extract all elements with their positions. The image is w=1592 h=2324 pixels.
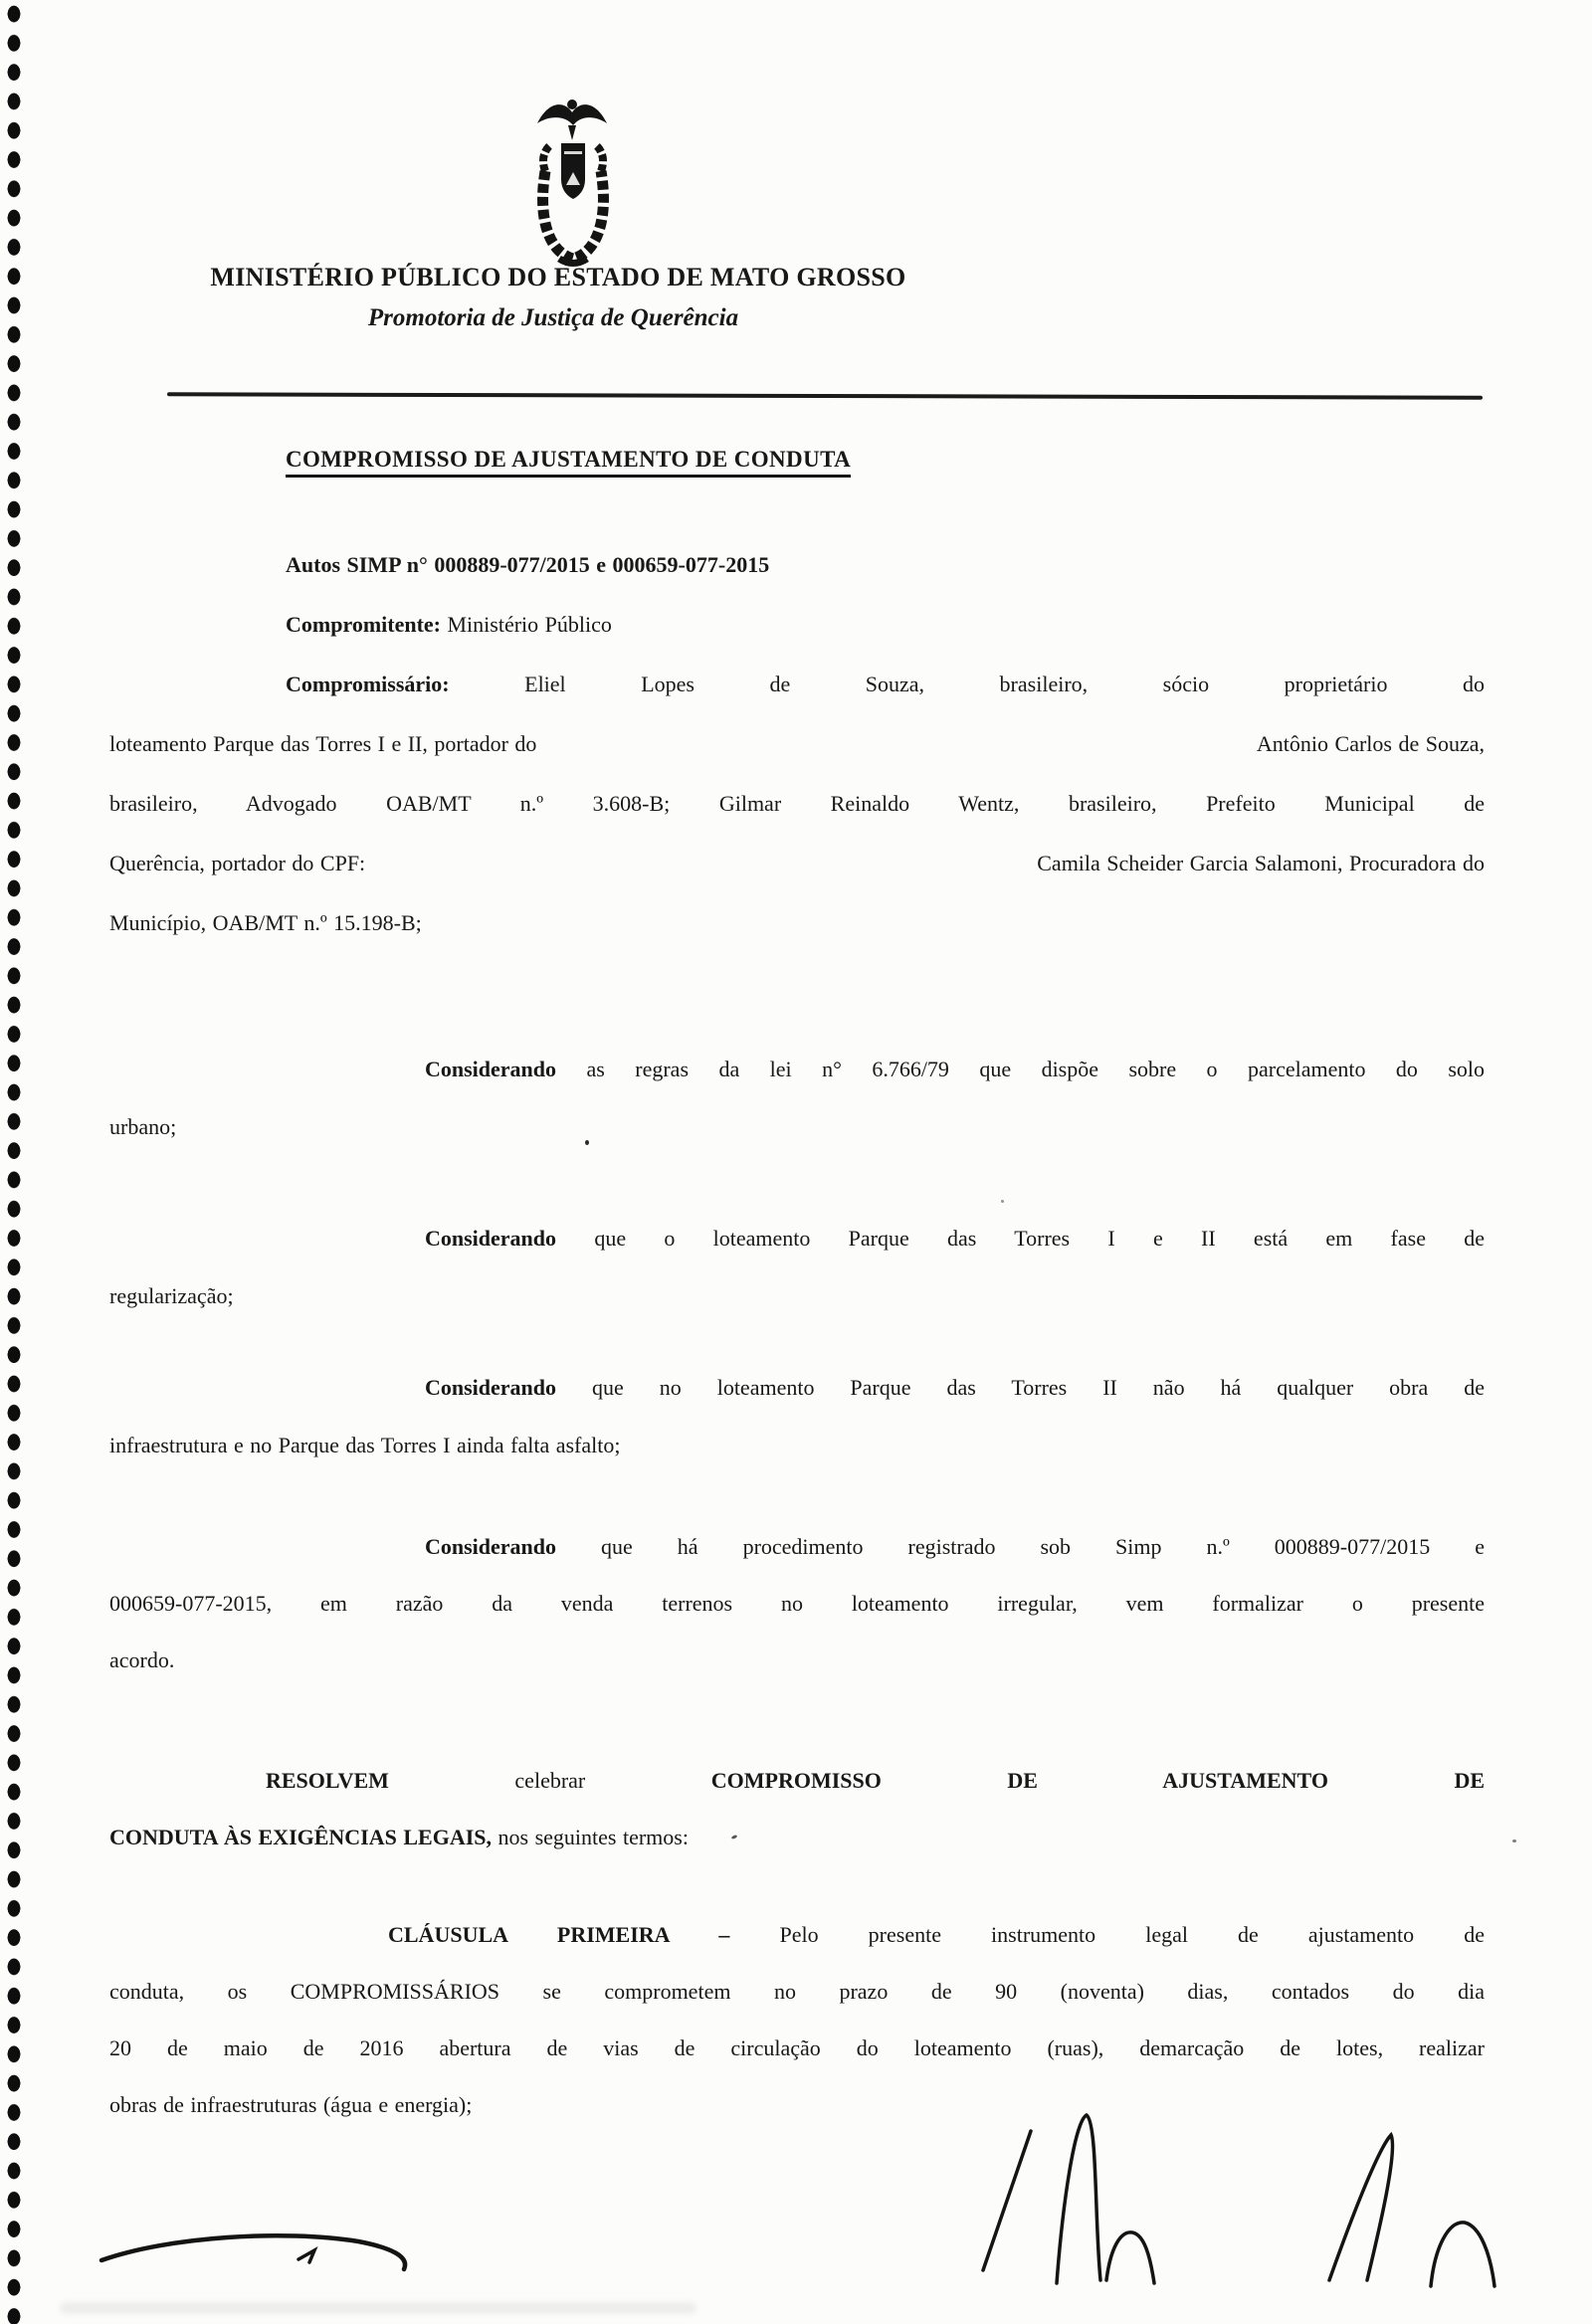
coat-of-arms-emblem [531, 84, 615, 269]
considerando-text: 000659-077-2015, em razão da venda terrenos no loteamento irregular, vem formalizar o presente [109, 1591, 1485, 1616]
parties-section [109, 535, 1485, 953]
autos-line [109, 535, 1485, 595]
considerando-1-line-1 [109, 1041, 1485, 1098]
signature-loop-stroke [1057, 2115, 1100, 2283]
resolvem-section [109, 1752, 1485, 1865]
considerando-2-line-1 [109, 1210, 1485, 1267]
clausula-line-2 [109, 1963, 1485, 2020]
emblem-shield-icon [561, 143, 585, 199]
considerando-1-line-2 [109, 1098, 1485, 1156]
considerando-label: Considerando [425, 1534, 557, 1559]
resolvem-keyword: RESOLVEM [266, 1768, 389, 1793]
considerando-text: que o loteamento Parque das Torres I e II está em fase de [594, 1226, 1486, 1251]
clausula-label: CLÁUSULA PRIMEIRA – [388, 1922, 730, 1947]
compromissario-text: Eliel Lopes de Souza, brasileiro, sócio proprietário do [524, 672, 1485, 696]
resolvem-text: nos seguintes termos: [498, 1825, 689, 1849]
clausula-text: 20 de maio de 2016 abertura de vias de circulação do loteamento (ruas), demarcação de lotes, realizar [109, 2035, 1485, 2060]
clausula-text: obras de infraestruturas (água e energia); [109, 2092, 473, 2117]
considerando-2 [109, 1210, 1485, 1325]
scan-speck [1001, 1200, 1004, 1203]
signature-arc-stroke [1106, 2232, 1154, 2283]
clausula-text: Pelo presente instrumento legal de ajustamento de [779, 1922, 1485, 1947]
signature-flourish-stroke [101, 2235, 405, 2269]
signature-arc-stroke [1431, 2223, 1494, 2286]
considerando-text: regularização; [109, 1283, 234, 1308]
compromissario-text: Antônio Carlos de Souza, [1256, 731, 1485, 756]
considerando-text: que no loteamento Parque das Torres II não há qualquer obra de [592, 1375, 1485, 1400]
autos-value: 000889-077/2015 e 000659-077-2015 [434, 552, 770, 577]
header-divider [167, 392, 1483, 399]
clausula-line-1 [109, 1906, 1485, 1963]
emblem-bird-icon [537, 99, 607, 140]
considerando-text: urbano; [109, 1114, 177, 1139]
considerando-3 [109, 1359, 1485, 1474]
considerando-4-line-2 [109, 1575, 1485, 1632]
org-name: MINISTÉRIO PÚBLICO DO ESTADO DE MATO GROSSO [210, 263, 906, 291]
considerando-label: Considerando [425, 1226, 557, 1251]
compromitente-label: Compromitente: [286, 612, 441, 637]
compromissario-text: brasileiro, Advogado OAB/MT n.º 3.608-B; Gilmar Reinaldo Wentz, brasileiro, Prefeito Municipal de [109, 791, 1485, 816]
considerando-2-line-2 [109, 1267, 1485, 1325]
considerando-text: que há procedimento registrado sob Simp n.º 000889-077/2015 e [601, 1534, 1486, 1559]
compromissario-label: Compromissário: [286, 672, 450, 696]
resolvem-object: CONDUTA ÀS EXIGÊNCIAS LEGAIS, [109, 1825, 493, 1849]
compromissario-text: Querência, portador do CPF: [109, 851, 366, 875]
compromissario-line-3 [109, 774, 1485, 834]
considerando-text: infraestrutura e no Parque das Torres I ainda falta asfalto; [109, 1433, 621, 1457]
considerando-3-line-2 [109, 1417, 1485, 1474]
document-title: COMPROMISSO DE AJUSTAMENTO DE CONDUTA [286, 447, 851, 478]
clausula-line-3 [109, 2020, 1485, 2076]
compromissario-line-1 [109, 655, 1485, 714]
clausula-text: conduta, os COMPROMISSÁRIOS se comprometem no prazo de 90 (noventa) dias, contados do dia [109, 1979, 1485, 2004]
handwritten-signature-strokes [60, 2109, 1532, 2324]
resolvem-line-2 [109, 1809, 1485, 1865]
resolvem-object: COMPROMISSO DE AJUSTAMENTO DE [710, 1768, 1486, 1793]
considerando-label: Considerando [425, 1057, 557, 1081]
considerando-3-line-1 [109, 1359, 1485, 1417]
binding-holes [0, 0, 30, 2324]
resolvem-line-1 [109, 1752, 1485, 1809]
compromissario-line-5 [109, 893, 1485, 953]
autos-label: Autos SIMP n° [286, 552, 428, 577]
compromissario-text: loteamento Parque das Torres I e II, portador do [109, 731, 537, 756]
considerando-1 [109, 1041, 1485, 1156]
compromissario-line-2 [109, 714, 1485, 774]
considerando-4-line-3 [109, 1632, 1485, 1688]
signature-loop-stroke [1329, 2135, 1393, 2280]
considerando-4 [109, 1518, 1485, 1688]
compromitente-line [109, 595, 1485, 655]
resolvem-text: celebrar [514, 1768, 586, 1793]
compromissario-line-4 [109, 834, 1485, 893]
signature-flourish-hook [298, 2250, 314, 2262]
signature-slash-stroke [983, 2131, 1031, 2270]
office-name: Promotoria de Justiça de Querência [367, 304, 739, 331]
scan-speck [1512, 1840, 1516, 1842]
considerando-4-line-1 [109, 1518, 1485, 1575]
considerando-text: acordo. [109, 1647, 175, 1672]
scan-smudge [60, 2302, 696, 2314]
clausula-primeira-section [109, 1906, 1485, 2133]
considerando-text: as regras da lei n° 6.766/79 que dispõe sobre o parcelamento do solo [586, 1057, 1486, 1081]
compromissario-text: Camila Scheider Garcia Salamoni, Procuradora do [1037, 851, 1485, 875]
compromitente-value: Ministério Público [447, 612, 612, 637]
scan-speck [585, 1140, 589, 1145]
considerando-label: Considerando [425, 1375, 557, 1400]
compromissario-text: Município, OAB/MT n.º 15.198-B; [109, 910, 422, 935]
